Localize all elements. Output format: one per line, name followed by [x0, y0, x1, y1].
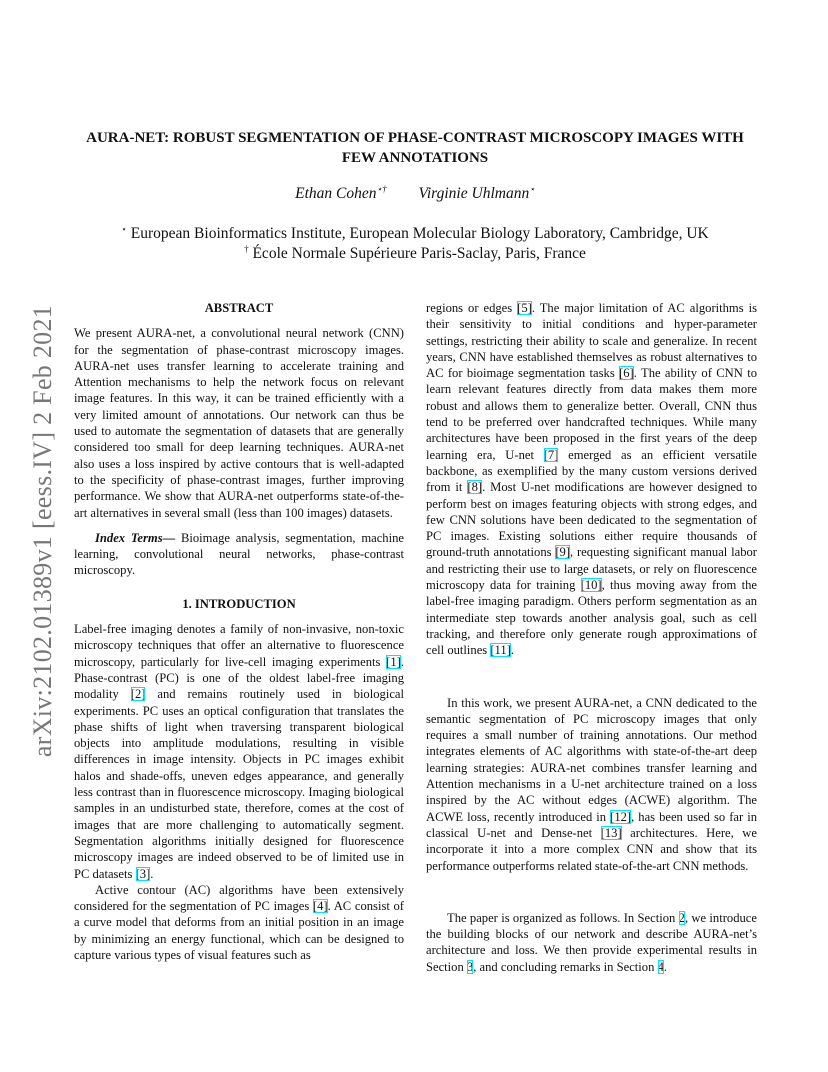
paragraph-text: . AC consist of a curve model that deforms from an initial position in an image by minimizing an energy functional, which can be designed to capture various types of visual features such as: [74, 899, 404, 962]
paragraph-text: .: [510, 643, 515, 658]
abstract-heading: ABSTRACT: [204, 301, 274, 315]
citation-link[interactable]: [7]: [543, 447, 559, 462]
citation-link[interactable]: [9]: [555, 545, 571, 560]
index-terms-text: Bioimage analysis, segmentation, machine learning, convolutional neural networks, phase-contrast microscopy.: [74, 530, 404, 578]
intro-paragraph-2: [74, 882, 404, 963]
paragraph-text: and remains routinely used in biological experiments. PC uses an optical configuration that translates the phase shifts of light when traversing transparent biological objects into amplitude modulations, resulting in visible differences in image intensity. Objects in PC images exhibit halos and shade-offs, uneven edges appearance, and generally less contrast than in fluorescence microscopy. Imaging biological samples in an undisturbed state, therefore, comes at the cost of images that are more challenging to automatically segment. Segmentation algorithms initially designed for fluorescence microscopy images are indeed observed to be of limited use in PC datasets: [74, 687, 405, 881]
right-column: [426, 300, 757, 975]
affiliation-2: [74, 244, 756, 264]
abstract-text: We present AURA-net, a convolutional neural network (CNN) for the segmentation of phase-contrast microscopy images. AURA-net uses transfer learning to accelerate training and Attention mechanisms to help the network focus on relevant image features. In this way, it can be trained efficiently with a very limited amount of annotations. Our network can thus be used to automate the segmentation of datasets that are generally considered too small for deep learning techniques. AURA-net also uses a loss inspired by active contours that is well-adapted to the specificity of phase-contrast images, further improving performance. We show that AURA-net outperforms state-of-the-art alternatives in several small (less than 100 images) datasets.: [74, 326, 404, 520]
intro-paragraph-5: [426, 910, 757, 975]
left-column: [74, 300, 404, 963]
paragraph-text: . Most U-net modifications are however designed to perform best on images featuring objects with strong edges, and few CNN solutions have been dedicated to the segmentation of PC images. Existing solutions either require thousands of ground-truth annotations: [426, 480, 757, 560]
arxiv-identifier-stamp: [22, 296, 64, 766]
citation-link[interactable]: [8]: [467, 480, 483, 495]
paragraph-text: . The major limitation of AC algorithms is their sensitivity to initial conditions and hyper-parameter settings, restricting their ability to scale and generalize. In recent years, CNN have established themselves as robust alternatives to AC for bioimage segmentation tasks: [426, 301, 757, 381]
paragraph-text: , we introduce the building blocks of our network and describe AURA-net’s architecture and loss. We then provide experimental results in Section: [426, 910, 757, 974]
author-2: Virginie Uhlmann⋆: [418, 183, 535, 202]
author-2-name: Virginie Uhlmann: [418, 185, 530, 202]
paragraph-text: regions or edges: [426, 301, 518, 315]
citation-link[interactable]: [13]: [600, 825, 622, 840]
citation-link[interactable]: [2]: [130, 687, 146, 702]
paragraph-text: Label-free imaging denotes a family of non-invasive, non-toxic microscopy techniques that offer an alternative to fluorescence microscopy, particularly for live-cell imaging experiments: [74, 622, 404, 669]
paragraph-text: .: [663, 959, 668, 974]
paragraph-text: architectures. Here, we incorporate it into a more complex CNN and show that its performance outperforms related state-of-the-art CNN methods.: [426, 825, 757, 873]
citation-link[interactable]: [3]: [135, 866, 151, 881]
introduction-heading: 1. INTRODUCTION: [182, 596, 296, 611]
citation-link[interactable]: [4]: [312, 899, 328, 914]
affiliation-1: [74, 224, 756, 244]
paragraph-text: , thus moving away from the label-free imaging paradigm. Others perform segmentation as an intermediate step towards another analysis goal, such as cell tracking, and therefore only generate rough approximations of cell outlines: [426, 578, 757, 658]
citation-link[interactable]: [10]: [580, 578, 602, 593]
paragraph-text: Active contour (AC) algorithms have been extensively considered for the segmentation of PC images: [74, 882, 404, 914]
affiliation-2-mark: †: [244, 243, 249, 254]
citation-link[interactable]: [5]: [517, 301, 532, 315]
affiliation-1-mark: ⋆: [121, 223, 127, 234]
intro-paragraph-3: [426, 300, 757, 659]
index-terms: [74, 530, 404, 579]
citation-link[interactable]: [6]: [619, 366, 634, 381]
citation-link[interactable]: [1]: [386, 654, 401, 669]
paragraph-text: , has been used so far in classical U-net and Dense-net: [426, 809, 757, 840]
author-1: Ethan Cohen⋆†: [295, 183, 387, 202]
paper-title: AURA-NET: ROBUST SEGMENTATION OF PHASE-CONTRAST MICROSCOPY IMAGES WITH FEW ANNOTATIONS: [86, 130, 744, 166]
paragraph-text: In this work, we present AURA-net, a CNN dedicated to the semantic segmentation of PC microscopy images that only requires a small number of training annotations. Our method integrates elements of AC algorithms with state-of-the-art deep learning strategies: AURA-net combines transfer learning and Attention mechanisms in a U-net architecture trained on a loss inspired by the AC without edges (ACWE) algorithm. The ACWE loss, recently introduced in: [426, 695, 757, 824]
intro-paragraph-1: [74, 621, 404, 882]
citation-link[interactable]: 2: [678, 910, 685, 925]
paragraph-text: . The ability of CNN to learn relevant features directly from data makes them more robust and allows them to generalize better. Overall, CNN thus tend to be preferred over handcrafted techniques. While many architectures have been proposed in the first years of the deep learning era, U-net: [426, 366, 757, 462]
affiliation-2-text: École Normale Supérieure Paris-Saclay, Paris, France: [252, 245, 586, 262]
intro-paragraph-4: [426, 695, 757, 874]
author-list: [74, 185, 756, 203]
index-terms-label: Index Terms—: [95, 530, 176, 545]
paragraph-text: .: [150, 866, 154, 881]
paragraph-text: , requesting significant manual labor and restricting their use to large datasets, or rely on fluorescence microscopy data for training: [426, 545, 757, 593]
author-1-name: Ethan Cohen: [295, 185, 377, 202]
paragraph-text: The paper is organized as follows. In Section: [447, 910, 679, 925]
paragraph-text: emerged as an efficient versatile backbone, as exemplified by the many custom versions derived from it: [426, 447, 758, 495]
citation-link[interactable]: [12]: [610, 809, 632, 824]
citation-link[interactable]: 3: [466, 959, 474, 974]
citation-link[interactable]: [11]: [490, 643, 511, 658]
paragraph-text: . Phase-contrast (PC) is one of the oldest label-free imaging modality: [74, 654, 404, 702]
affiliation-1-text: European Bioinformatics Institute, European Molecular Biology Laboratory, Cambridge, UK: [130, 225, 709, 242]
affiliation-list: [74, 224, 756, 264]
paragraph-text: , and concluding remarks in Section: [473, 959, 658, 974]
arxiv-identifier-text: arXiv:2102.01389v1 [eess.IV] 2 Feb 2021: [28, 304, 57, 758]
citation-link[interactable]: 4: [657, 959, 664, 974]
